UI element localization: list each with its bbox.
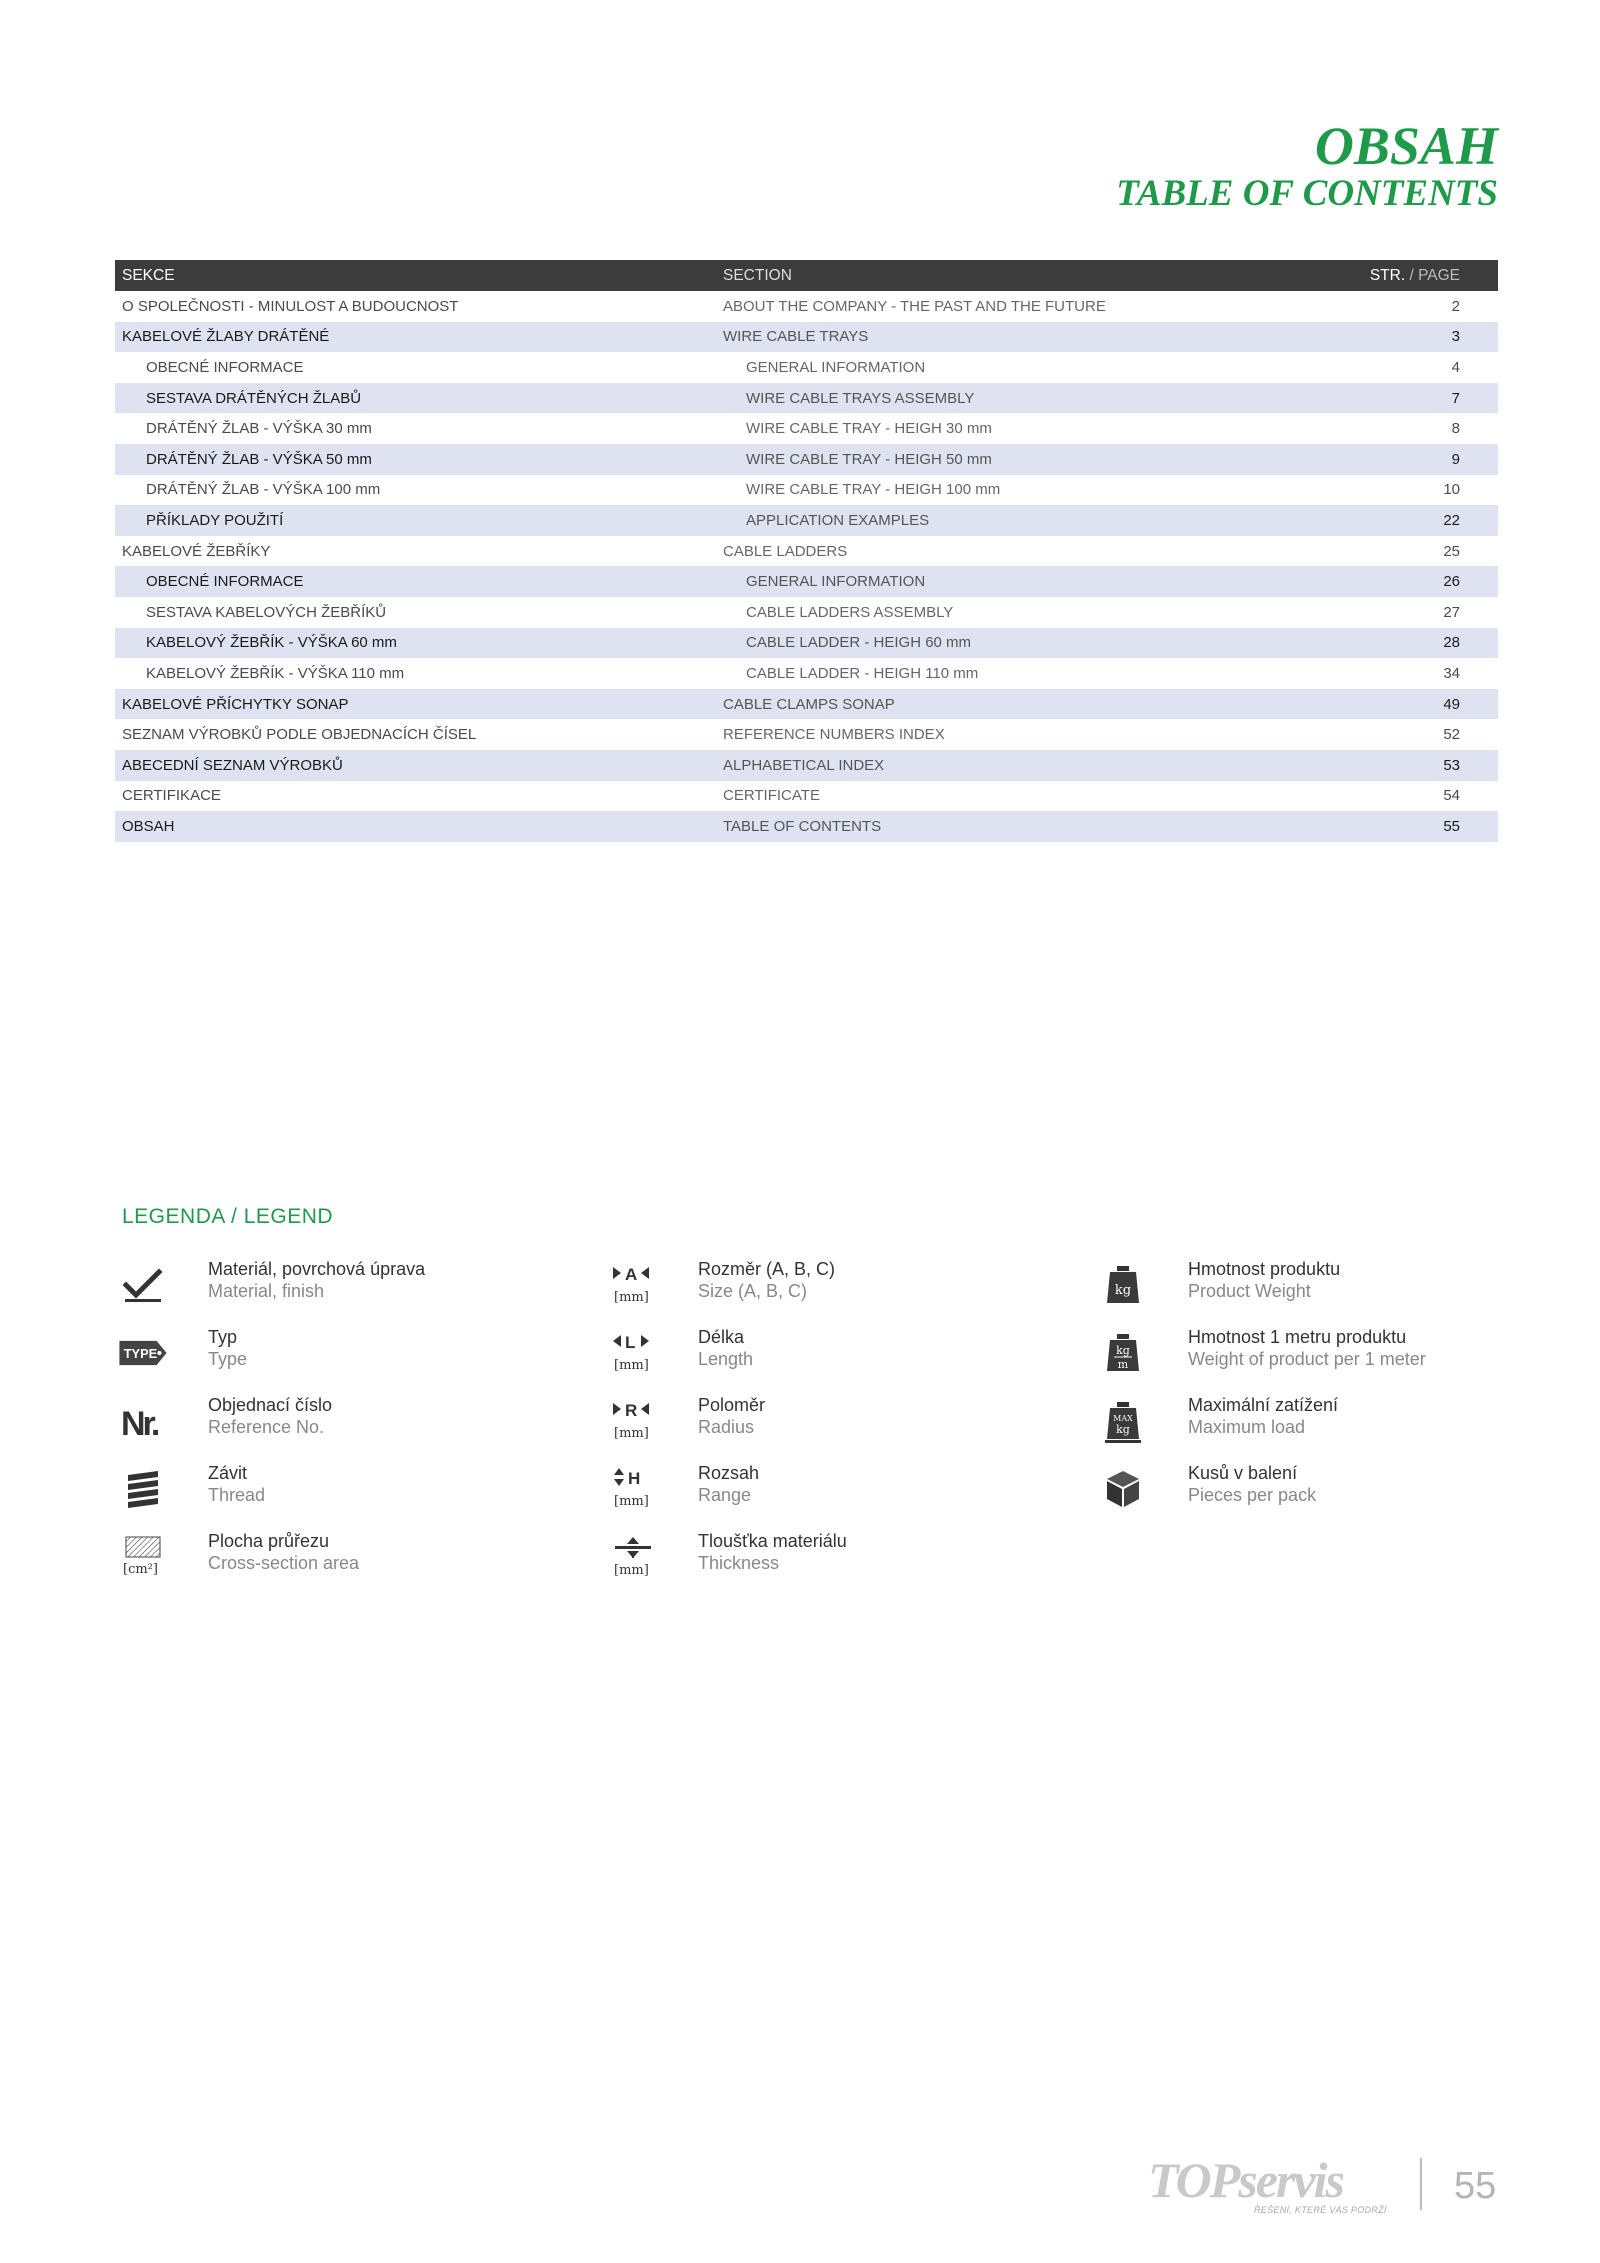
toc-row[interactable] [115, 628, 1498, 659]
toc-cell-cz: KABELOVÉ PŘÍCHYTKY SONAP [122, 695, 349, 713]
legend-label-cz: Rozměr (A, B, C) [698, 1259, 836, 1279]
legend-label-cz: Hmotnost produktu [1188, 1259, 1341, 1279]
logo-main-text: TOPservis [1148, 2152, 1343, 2208]
toc-header-str: STR. [1369, 266, 1406, 284]
toc-row[interactable] [115, 811, 1498, 842]
toc-header-page [1353, 267, 1498, 285]
toc-cell-page: 3 [1451, 328, 1460, 346]
toc-cell-en: CABLE LADDERS [723, 542, 848, 560]
toc-cell-cz: OBECNÉ INFORMACE [146, 573, 304, 591]
legend-item [1098, 1326, 1558, 1386]
toc-cell-cz: DRÁTĚNÝ ŽLAB - VÝŠKA 100 mm [146, 481, 381, 499]
logo-tagline: ŘEŠENÍ, KTERÉ VÁS PODRŽÍ [1254, 2205, 1387, 2215]
page-title-block [1116, 118, 1498, 214]
legend-text [1188, 1394, 1338, 1439]
legend-label-cz: Závit [208, 1463, 248, 1483]
legend-text [208, 1326, 247, 1371]
toc-cell-page: 10 [1443, 481, 1460, 499]
svg-text:A: A [625, 1265, 638, 1284]
toc-row[interactable] [115, 444, 1498, 475]
toc-row[interactable] [115, 413, 1498, 444]
legend-text [698, 1326, 753, 1371]
toc-cell-en: WIRE CABLE TRAY - HEIGH 100 mm [746, 481, 1001, 499]
radius-icon [608, 1396, 658, 1446]
toc-cell-page: 26 [1443, 573, 1460, 591]
toc-cell-en: CABLE LADDER - HEIGH 60 mm [746, 634, 972, 652]
weight-per-meter-icon [1098, 1328, 1148, 1378]
toc-cell-en: CERTIFICATE [723, 787, 820, 805]
toc-header-row [115, 260, 1498, 291]
toc-body [115, 291, 1498, 842]
topservis-logo [1148, 2152, 1388, 2215]
legend-label-cz: Tloušťka materiálu [698, 1531, 847, 1551]
svg-text:[mm]: [mm] [614, 1494, 649, 1509]
legend-label-cz: Typ [208, 1327, 238, 1347]
toc-row[interactable] [115, 505, 1498, 536]
weight-icon [1098, 1260, 1148, 1310]
legend-label-cz: Objednací číslo [208, 1395, 333, 1415]
legend-title: LEGENDA / LEGEND [122, 1205, 334, 1228]
toc-cell-en: CABLE CLAMPS SONAP [723, 695, 895, 713]
toc-cell-page: 4 [1451, 358, 1460, 376]
legend-item [608, 1462, 1068, 1522]
legend-label-cz: Maximální zatížení [1188, 1395, 1339, 1415]
toc-header-sekce: SEKCE [122, 266, 175, 284]
legend-text [698, 1394, 765, 1439]
toc-row[interactable] [115, 719, 1498, 750]
length-icon [608, 1328, 658, 1378]
legend-item [118, 1326, 578, 1386]
toc-table [115, 260, 1498, 842]
legend-text [208, 1394, 332, 1439]
svg-text:[mm]: [mm] [614, 1290, 649, 1305]
legend-label-en: Thread [208, 1485, 266, 1505]
legend-text [698, 1530, 847, 1575]
toc-cell-page: 9 [1451, 450, 1460, 468]
toc-cell-cz: DRÁTĚNÝ ŽLAB - VÝŠKA 30 mm [146, 420, 372, 438]
toc-cell-en: WIRE CABLE TRAYS [723, 328, 869, 346]
svg-text:L: L [625, 1333, 636, 1352]
legend-label-en: Type [208, 1349, 248, 1369]
toc-cell-cz: CERTIFIKACE [122, 787, 221, 805]
toc-cell-page: 7 [1451, 389, 1460, 407]
svg-text:[cm²]: [cm²] [123, 1562, 158, 1577]
svg-text:R: R [625, 1401, 638, 1420]
toc-header-section: SECTION [723, 266, 792, 284]
svg-text:H: H [628, 1469, 641, 1488]
toc-cell-cz: OBECNÉ INFORMACE [146, 358, 304, 376]
legend-text [1188, 1258, 1340, 1303]
toc-row[interactable] [115, 352, 1498, 383]
legend-label-cz: Hmotnost 1 metru produktu [1188, 1327, 1407, 1347]
legend-item [1098, 1258, 1558, 1318]
box-icon [1098, 1464, 1148, 1514]
material-check-icon [118, 1260, 168, 1310]
page-title: OBSAH [1314, 116, 1498, 176]
legend-label-cz: Rozsah [698, 1463, 760, 1483]
toc-cell-cz: SEZNAM VÝROBKŮ PODLE OBJEDNACÍCH ČÍSEL [122, 726, 477, 744]
svg-text:Nr.: Nr. [121, 1405, 158, 1441]
toc-cell-en: CABLE LADDER - HEIGH 110 mm [746, 664, 979, 682]
legend-label-en: Range [698, 1485, 752, 1505]
legend-text [208, 1530, 359, 1575]
toc-cell-en: WIRE CABLE TRAY - HEIGH 30 mm [746, 420, 992, 438]
legend-label-cz: Délka [698, 1327, 745, 1347]
toc-cell-page: 55 [1443, 817, 1460, 835]
svg-text:[mm]: [mm] [614, 1563, 649, 1578]
toc-cell-page: 8 [1451, 420, 1460, 438]
toc-cell-page: 25 [1443, 542, 1460, 560]
svg-text:[mm]: [mm] [614, 1358, 649, 1373]
toc-cell-page: 34 [1443, 664, 1460, 682]
size-icon [608, 1260, 658, 1310]
toc-cell-en: GENERAL INFORMATION [746, 573, 926, 591]
toc-row[interactable] [115, 597, 1498, 628]
toc-header-pg: / PAGE [1409, 266, 1460, 284]
legend-item [118, 1394, 578, 1454]
legend-text [208, 1462, 265, 1507]
toc-row[interactable] [115, 781, 1498, 812]
legend-item [608, 1326, 1068, 1386]
toc-row[interactable] [115, 750, 1498, 781]
legend-item [1098, 1462, 1558, 1522]
legend-text [698, 1258, 835, 1303]
footer-divider [1420, 2158, 1422, 2210]
toc-cell-page: 27 [1443, 603, 1460, 621]
type-tag-icon [118, 1328, 168, 1378]
toc-cell-cz: PŘÍKLADY POUŽITÍ [146, 511, 284, 529]
legend-text [1188, 1326, 1426, 1371]
svg-text:TYPE: TYPE [123, 1346, 158, 1361]
toc-cell-page: 53 [1443, 756, 1460, 774]
toc-row[interactable] [115, 475, 1498, 506]
legend-label-cz: Kusů v balení [1188, 1463, 1298, 1483]
legend-item [118, 1462, 578, 1522]
thickness-icon [608, 1532, 658, 1582]
page-number: 55 [1454, 2165, 1497, 2207]
max-load-icon [1098, 1396, 1148, 1446]
toc-cell-cz: SESTAVA DRÁTĚNÝCH ŽLABŮ [146, 389, 362, 407]
legend-item [118, 1530, 578, 1590]
toc-row[interactable] [115, 566, 1498, 597]
toc-cell-en: CABLE LADDERS ASSEMBLY [746, 603, 954, 621]
legend-label-en: Thickness [698, 1553, 780, 1573]
svg-text:kg: kg [1116, 1344, 1130, 1357]
svg-text:kg: kg [1114, 1283, 1132, 1298]
toc-cell-en: WIRE CABLE TRAYS ASSEMBLY [746, 389, 975, 407]
range-icon [608, 1464, 658, 1514]
toc-cell-page: 49 [1443, 695, 1460, 713]
toc-cell-page: 22 [1443, 511, 1460, 529]
legend-item [1098, 1394, 1558, 1454]
toc-row[interactable] [115, 383, 1498, 414]
legend-label-en: Material, finish [208, 1281, 325, 1301]
toc-cell-en: REFERENCE NUMBERS INDEX [723, 726, 945, 744]
toc-row[interactable] [115, 658, 1498, 689]
toc-cell-page: 28 [1443, 634, 1460, 652]
legend-label-en: Size (A, B, C) [698, 1281, 808, 1301]
legend-label-en: Pieces per pack [1188, 1485, 1317, 1505]
toc-cell-page: 2 [1451, 297, 1460, 315]
toc-row[interactable] [115, 536, 1498, 567]
toc-cell-en: APPLICATION EXAMPLES [746, 511, 930, 529]
legend-label-en: Product Weight [1188, 1281, 1311, 1301]
legend-label-en: Reference No. [208, 1417, 325, 1437]
legend-text [208, 1258, 425, 1303]
svg-text:MAX: MAX [1113, 1414, 1133, 1423]
toc-row[interactable] [115, 689, 1498, 720]
toc-cell-cz: DRÁTĚNÝ ŽLAB - VÝŠKA 50 mm [146, 450, 372, 468]
toc-row[interactable] [115, 322, 1498, 353]
toc-cell-en: ABOUT THE COMPANY - THE PAST AND THE FUTURE [723, 297, 1106, 315]
legend-label-en: Maximum load [1188, 1417, 1306, 1437]
cross-section-icon [118, 1532, 168, 1582]
legend-label-cz: Materiál, povrchová úprava [208, 1259, 426, 1279]
toc-cell-cz: KABELOVÝ ŽEBŘÍK - VÝŠKA 110 mm [146, 664, 405, 682]
toc-cell-cz: KABELOVÉ ŽLABY DRÁTĚNÉ [122, 328, 330, 346]
toc-cell-en: TABLE OF CONTENTS [723, 817, 882, 835]
toc-cell-page: 54 [1443, 787, 1460, 805]
toc-cell-cz: SESTAVA KABELOVÝCH ŽEBŘÍKŮ [146, 603, 387, 621]
toc-cell-cz: ABECEDNÍ SEZNAM VÝROBKŮ [122, 756, 343, 774]
thread-icon [118, 1464, 168, 1514]
svg-text:m: m [1117, 1358, 1129, 1371]
legend-label-en: Length [698, 1349, 754, 1369]
legend-item [118, 1258, 578, 1318]
toc-cell-page: 52 [1443, 726, 1460, 744]
toc-cell-cz: O SPOLEČNOSTI - MINULOST A BUDOUCNOST [122, 297, 459, 315]
legend-label-en: Weight of product per 1 meter [1188, 1349, 1426, 1369]
toc-row[interactable] [115, 291, 1498, 322]
legend-text [698, 1462, 759, 1507]
toc-cell-en: WIRE CABLE TRAY - HEIGH 50 mm [746, 450, 992, 468]
page-subtitle: TABLE OF CONTENTS [1116, 173, 1498, 214]
toc-cell-cz: KABELOVÝ ŽEBŘÍK - VÝŠKA 60 mm [146, 634, 397, 652]
legend-text [1188, 1462, 1316, 1507]
legend-label-en: Radius [698, 1417, 755, 1437]
toc-cell-cz: OBSAH [122, 817, 175, 835]
svg-text:[mm]: [mm] [614, 1426, 649, 1441]
legend-label-cz: Plocha průřezu [208, 1531, 330, 1551]
toc-cell-cz: KABELOVÉ ŽEBŘÍKY [122, 542, 271, 560]
toc-cell-en: GENERAL INFORMATION [746, 358, 926, 376]
legend-item [608, 1258, 1068, 1318]
svg-text:kg: kg [1116, 1423, 1130, 1436]
legend-label-cz: Poloměr [698, 1395, 766, 1415]
legend-item [608, 1530, 1068, 1590]
legend-label-en: Cross-section area [208, 1553, 360, 1573]
reference-nr-icon [118, 1396, 168, 1446]
toc-cell-en: ALPHABETICAL INDEX [723, 756, 885, 774]
legend-item [608, 1394, 1068, 1454]
